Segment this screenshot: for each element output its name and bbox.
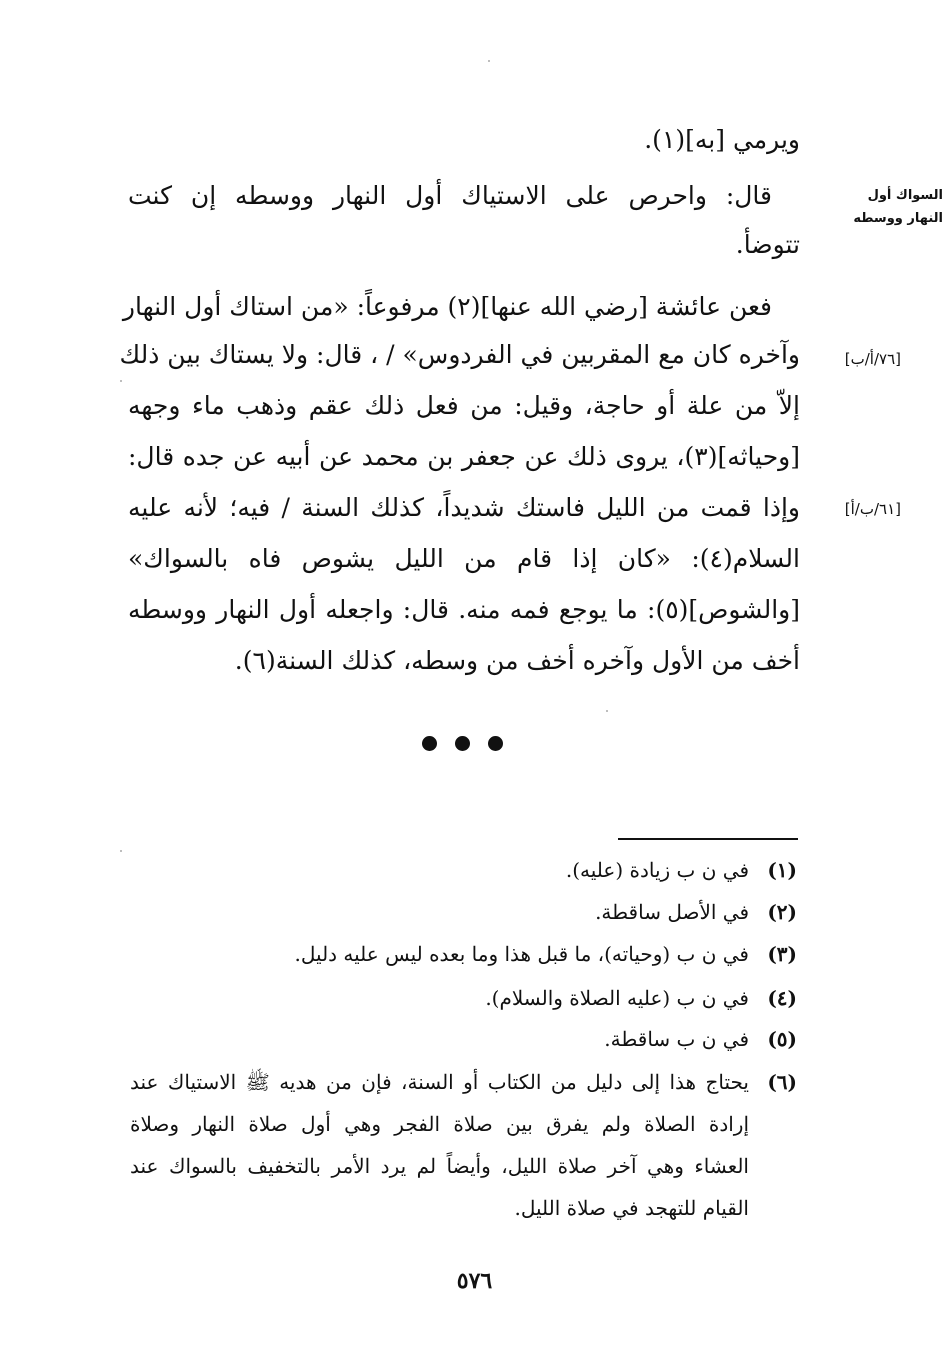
footnote-text: في ن ب (عليه الصلاة والسلام).	[485, 986, 749, 1010]
margin-heading-line-2: النهار ووسطه	[853, 211, 943, 226]
footnote-number: (٢)	[767, 900, 797, 924]
footnote-number: (٤)	[767, 986, 797, 1010]
main-line-10: [والشوص](٥): ما يوجع فمه منه. قال: واجعله أول النهار ووسطه	[128, 595, 800, 624]
margin-heading	[815, 188, 943, 226]
page-number: ٥٧٦	[456, 1268, 493, 1294]
footnote-number: (١)	[767, 858, 797, 882]
main-line-5: وآخره كان مع المقربين في الفردوس» / ، قال: ولا يستاك بين ذلك	[119, 340, 800, 369]
main-line-1: ويرمي [به](١).	[644, 125, 800, 154]
footnote-text: في ن ب (وحياته)، ما قبل هذا وما بعده ليس عليه دليل.	[294, 942, 749, 966]
separator-dot	[488, 736, 503, 751]
footnote-number: (٣)	[767, 942, 797, 966]
main-line-9: السلام(٤): «كان إذا قام من الليل يشوص فاه بالسواك»	[128, 544, 800, 573]
footnote-6-line-2: إرادة الصلاة ولم يفرق بين صلاة الفجر وهي أول صلاة النهار وصلاة	[130, 1112, 749, 1136]
footnote-6-line-3: العشاء وهي آخر صلاة الليل، وأيضاً لم يرد الأمر بالتخفيف بالسواك عند	[130, 1154, 749, 1178]
main-line-3: تتوضأ.	[735, 230, 800, 259]
scan-speck	[488, 60, 490, 62]
main-line-4: فعن عائشة [رضي الله عنها](٢) مرفوعاً: «من استاك أول النهار	[122, 292, 772, 321]
footnote-text: في ن ب زيادة (عليه).	[565, 858, 749, 882]
scan-speck	[120, 850, 122, 852]
footnote-number: (٥)	[767, 1027, 797, 1051]
section-separator	[422, 736, 503, 751]
main-line-11: أخف من الأول وآخره أخف من وسطه، كذلك السنة(٦).	[234, 646, 800, 675]
main-line-6: إلاّ من علة أو حاجة، وقيل: من فعل ذلك عقم وذهب ماء وجهه	[128, 391, 800, 420]
footnote-text: في الأصل ساقطة.	[595, 900, 749, 924]
footnote-6-line-4: القيام للتهجد في صلاة الليل.	[514, 1196, 749, 1220]
manuscript-ref-1: [٧٦/أ/ب]	[844, 350, 901, 368]
scan-speck	[606, 710, 608, 712]
footnote-6-line-1: يحتاج هذا إلى دليل من الكتاب أو السنة، فإن من هديه ﷺ الاستياك عند	[130, 1070, 749, 1094]
scan-speck	[120, 380, 122, 382]
margin-heading-line-1: السواك أول	[867, 188, 943, 203]
separator-dot	[455, 736, 470, 751]
footnote-number: (٦)	[767, 1070, 797, 1094]
main-line-8: وإذا قمت من الليل فاستك شديداً، كذلك السنة / فيه؛ لأنه عليه	[128, 493, 800, 522]
footnote-text: في ن ب ساقطة.	[604, 1027, 749, 1051]
footnote-6	[0, 1070, 949, 1240]
main-line-7: [وحياثه](٣)، يروى ذلك عن جعفر بن محمد عن أبيه عن جده قال:	[128, 442, 800, 471]
separator-dot	[422, 736, 437, 751]
manuscript-ref-2: [٦١/ب/أ]	[844, 500, 901, 518]
footnote-rule	[618, 838, 798, 840]
main-line-2: قال: واحرص على الاستياك أول النهار ووسطه إن كنت	[128, 181, 772, 210]
